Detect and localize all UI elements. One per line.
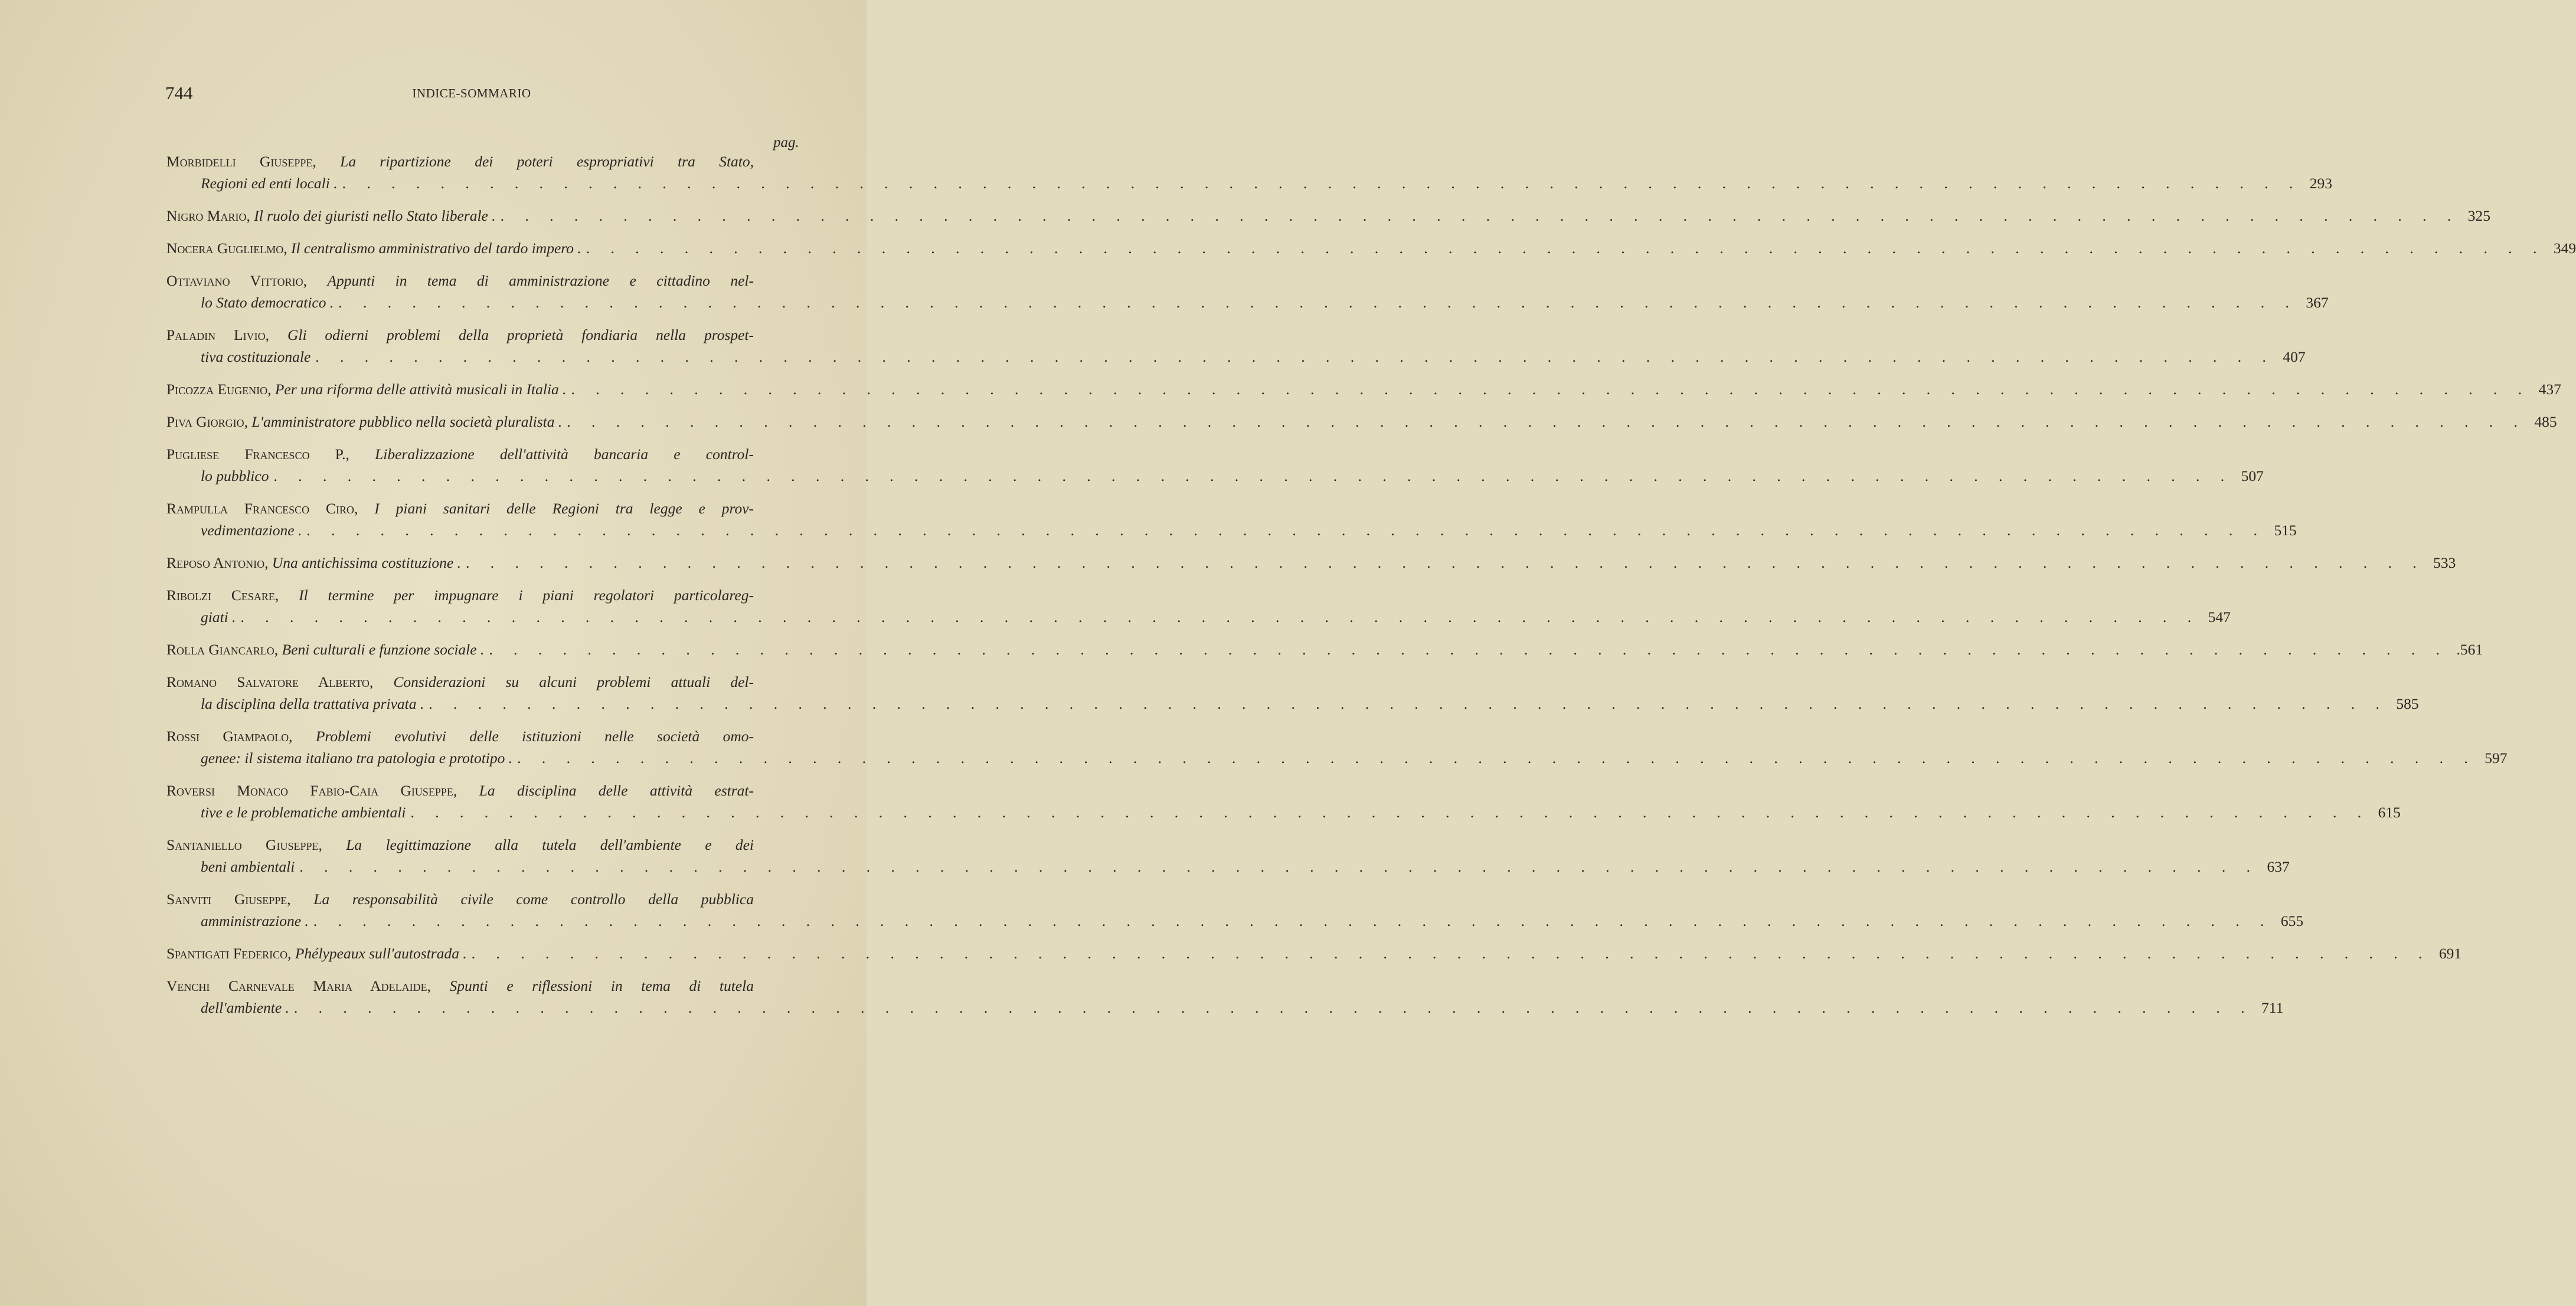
dot-leader: . . . . . . . . . . . . . . . . . . . . . . . . . . . . . . . . . . . . . . . . . . . . . . . . . . . . . . . . . . . . . . . . . . . . . . . . . . . . . . . . — [338, 294, 2298, 311]
dot-leader: . . . . . . . . . . . . . . . . . . . . . . . . . . . . . . . . . . . . . . . . . . . . . . . . . . . . . . . . . . . . . . . . . . . . . . . . . . . . . . . . — [517, 749, 2477, 767]
author-name: Rampulla Francesco Ciro, — [166, 500, 358, 517]
entry-text — [201, 346, 310, 368]
toc-entry — [166, 584, 2231, 628]
author-name: Romano Salvatore Alberto, — [166, 673, 374, 690]
author-name: Pugliese Francesco P., — [166, 446, 349, 463]
entry-line — [166, 465, 2264, 487]
entry-title: Il centralismo amministrativo del tardo impero . — [290, 240, 581, 257]
entry-title: dell'ambiente . — [201, 999, 289, 1016]
page-ref: 485 — [2534, 413, 2557, 430]
entry-text — [201, 465, 269, 487]
toc-entry — [166, 443, 2264, 487]
page-ref: 507 — [2241, 467, 2264, 485]
author-name: Ottaviano Vittorio, — [166, 272, 308, 289]
page-ref: 547 — [2208, 608, 2231, 626]
entry-line — [166, 910, 2304, 932]
entry-text — [201, 693, 424, 715]
entry-line — [166, 747, 2508, 769]
entry-line — [166, 942, 2462, 964]
entry-title: Per una riforma delle attività musicali in Italia . — [274, 381, 567, 398]
entry-text — [201, 519, 302, 541]
dot-leader: . . . . . . . . . . . . . . . . . . . . . . . . . . . . . . . . . . . . . . . . . . . . . . . . . . . . . . . . . . . . . . . . . . . . . . . . . . . . . . . . — [299, 858, 2259, 875]
entry-text — [166, 834, 754, 856]
page-number: 744 — [165, 83, 193, 103]
author-name: Ribolzi Cesare, — [166, 587, 279, 604]
entry-title: La disciplina delle attività estrat- — [479, 782, 754, 799]
page-ref: 437 — [2538, 381, 2561, 398]
toc-entry — [166, 270, 2329, 313]
entry-text — [201, 856, 295, 878]
entry-title: tiva costituzionale — [201, 348, 311, 365]
author-name: Roversi Monaco Fabio-Caia Giuseppe, — [166, 782, 457, 799]
page-ref: 711 — [2261, 999, 2284, 1016]
entry-text — [166, 150, 754, 172]
author-name: Nocera Guglielmo, — [166, 240, 287, 257]
entry-line — [166, 693, 2419, 715]
entry-title: I piani sanitari delle Regioni tra legge e prov- — [374, 500, 754, 517]
author-name: Reposo Antonio, — [166, 554, 269, 571]
dot-leader: . . . . . . . . . . . . . . . . . . . . . . . . . . . . . . . . . . . . . . . . . . . . . . . . . . . . . . . . . . . . . . . . . . . . . . . . . . . . . . . . — [429, 695, 2388, 712]
entry-line — [166, 324, 754, 346]
entry-line — [166, 411, 2557, 433]
entry-text — [201, 747, 512, 769]
toc-entry — [166, 237, 2576, 259]
entry-text — [166, 497, 754, 519]
author-name: Picozza Eugenio, — [166, 381, 272, 398]
toc-entry — [166, 975, 2284, 1019]
page-ref: 407 — [2283, 348, 2306, 365]
entry-title: Il ruolo dei giuristi nello Stato liberale . — [254, 207, 496, 224]
entry-line — [166, 270, 754, 292]
entry-text — [166, 378, 567, 400]
entry-title: La legittimazione alla tutela dell'ambiente e dei — [346, 836, 754, 853]
entry-title: amministrazione . — [201, 912, 309, 929]
entry-text — [166, 205, 496, 227]
author-name: Paladin Livio, — [166, 326, 270, 343]
entry-title: la disciplina della trattativa privata . — [201, 695, 424, 712]
entry-line — [166, 378, 2561, 400]
toc-entry — [166, 205, 2490, 227]
page-ref: 349 — [2553, 240, 2576, 257]
author-name: Sanviti Giuseppe, — [166, 891, 291, 908]
toc-entry — [166, 324, 2306, 368]
entry-text — [166, 584, 754, 606]
running-title: INDICE-SOMMARIO — [412, 86, 531, 100]
entry-title: tive e le problematiche ambientali — [201, 804, 406, 821]
dot-leader: . . . . . . . . . . . . . . . . . . . . . . . . . . . . . . . . . . . . . . . . . . . . . . . . . . . . . . . . . . . . . . . . . . . . . . . . . . . . . . . . — [306, 522, 2266, 539]
entry-line — [166, 552, 2456, 574]
author-name: Venchi Carnevale Maria Adelaide, — [166, 977, 431, 994]
entry-title: lo Stato democratico . — [201, 294, 334, 311]
entry-text — [201, 801, 406, 823]
entry-title: Liberalizzazione dell'attività bancaria e control- — [375, 446, 754, 463]
entry-text — [166, 552, 461, 574]
entry-title: Una antichissima costituzione . — [272, 554, 461, 571]
page-ref: 655 — [2280, 912, 2304, 929]
toc-entry — [166, 411, 2557, 433]
entry-line — [166, 671, 754, 693]
entry-title: Beni culturali e funzione sociale . — [282, 641, 485, 658]
entry-line — [166, 150, 754, 172]
toc-entry — [166, 552, 2456, 574]
entry-text — [201, 292, 334, 313]
dot-leader: . . . . . . . . . . . . . . . . . . . . . . . . . . . . . . . . . . . . . . . . . . . . . . . . . . . . . . . . . . . . . . . . . . . . . . . . . . . . . . . . — [342, 175, 2302, 192]
entry-text — [166, 443, 754, 465]
page-ref: 585 — [2396, 695, 2419, 712]
toc-entry — [166, 150, 2332, 194]
entry-text — [166, 780, 754, 801]
author-name: Rossi Giampaolo, — [166, 728, 293, 745]
page-ref: 615 — [2378, 804, 2401, 821]
entry-line — [166, 888, 754, 910]
entry-line — [166, 443, 754, 465]
entry-line — [166, 606, 2231, 628]
page-ref: 691 — [2438, 945, 2462, 962]
entry-line — [166, 292, 2329, 313]
dot-leader: . . . . . . . . . . . . . . . . . . . . . . . . . . . . . . . . . . . . . . . . . . . . . . . . . . . . . . . . . . . . . . . . . . . . . . . . . . . . . . . . — [586, 240, 2545, 257]
entry-text — [166, 975, 754, 997]
author-name: Morbidelli Giuseppe, — [166, 153, 316, 170]
dot-leader: . . . . . . . . . . . . . . . . . . . . . . . . . . . . . . . . . . . . . . . . . . . . . . . . . . . . . . . . . . . . . . . . . . . . . . . . . . . . . . . . — [466, 554, 2425, 571]
entry-text — [166, 639, 484, 660]
entry-title: genee: il sistema italiano tra patologia e prototipo . — [201, 749, 513, 767]
entry-title: Regioni ed enti locali . — [201, 175, 338, 192]
dot-leader: . . . . . . . . . . . . . . . . . . . . . . . . . . . . . . . . . . . . . . . . . . . . . . . . . . . . . . . . . . . . . . . . . . . . . . . . . . . . . . . . — [240, 608, 2200, 626]
entry-text — [201, 910, 309, 932]
author-name: Piva Giorgio, — [166, 413, 249, 430]
toc-entry — [166, 671, 2419, 715]
dot-leader: . . . . . . . . . . . . . . . . . . . . . . . . . . . . . . . . . . . . . . . . . . . . . . . . . . . . . . . . . . . . . . . . . . . . . . . . . . . . . . . . — [471, 945, 2431, 962]
entry-title: Gli odierni problemi della proprietà fondiaria nella prospet- — [287, 326, 754, 343]
entry-text — [166, 411, 562, 433]
author-name: Spantigati Federico, — [166, 945, 292, 962]
entry-text — [166, 324, 754, 346]
entry-line — [166, 205, 2490, 227]
entry-text — [166, 671, 754, 693]
entry-title: Considerazioni su alcuni problemi attuali del- — [393, 673, 754, 690]
page-ref: 325 — [2467, 207, 2490, 224]
pag-label: pag. — [773, 135, 799, 150]
entry-title: La responsabilità civile come controllo della pubblica — [313, 891, 754, 908]
toc-entry — [166, 497, 2297, 541]
entry-text — [201, 606, 236, 628]
page-ref: 367 — [2306, 294, 2329, 311]
entry-line — [166, 780, 754, 801]
entry-line — [166, 834, 754, 856]
entry-title: Spunti e riflessioni in tema di tutela — [449, 977, 754, 994]
dot-leader: . . . . . . . . . . . . . . . . . . . . . . . . . . . . . . . . . . . . . . . . . . . . . . . . . . . . . . . . . . . . . . . . . . . . . . . . . . . . . . . . — [567, 413, 2526, 430]
entry-text — [201, 172, 338, 194]
author-name: Santaniello Giuseppe, — [166, 836, 322, 853]
dot-leader: . . . . . . . . . . . . . . . . . . . . . . . . . . . . . . . . . . . . . . . . . . . . . . . . . . . . . . . . . . . . . . . . . . . . . . . . . . . . . . . . — [313, 912, 2273, 929]
entry-title: vedimentazione . — [201, 522, 302, 539]
dot-leader: . . . . . . . . . . . . . . . . . . . . . . . . . . . . . . . . . . . . . . . . . . . . . . . . . . . . . . . . . . . . . . . . . . . . . . . . . . . . . . . . — [293, 999, 2254, 1016]
entry-line — [166, 975, 754, 997]
page-ref: .561 — [2456, 641, 2483, 658]
toc-entry — [166, 942, 2462, 964]
entry-line — [166, 519, 2297, 541]
entry-text — [166, 725, 754, 747]
page-ref: 597 — [2485, 749, 2508, 767]
entry-line — [166, 725, 754, 747]
toc-entry — [166, 378, 2561, 400]
entry-text — [201, 997, 289, 1019]
dot-leader: . . . . . . . . . . . . . . . . . . . . . . . . . . . . . . . . . . . . . . . . . . . . . . . . . . . . . . . . . . . . . . . . . . . . . . . . . . . . . . . . — [315, 348, 2275, 365]
toc-entry — [166, 780, 2401, 823]
dot-leader: . . . . . . . . . . . . . . . . . . . . . . . . . . . . . . . . . . . . . . . . . . . . . . . . . . . . . . . . . . . . . . . . . . . . . . . . . . . . . . . . — [500, 207, 2460, 224]
page-ref: 515 — [2274, 522, 2297, 539]
entry-line — [166, 997, 2284, 1019]
entry-title: Il termine per impugnare i piani regolatori particolareg- — [299, 587, 754, 604]
entry-line — [166, 346, 2306, 368]
entry-title: beni ambientali — [201, 858, 295, 875]
entry-text — [166, 942, 467, 964]
entry-text — [166, 237, 581, 259]
entry-line — [166, 237, 2576, 259]
page-ref: 637 — [2267, 858, 2290, 875]
entry-text — [166, 270, 754, 292]
dot-leader: . . . . . . . . . . . . . . . . . . . . . . . . . . . . . . . . . . . . . . . . . . . . . . . . . . . . . . . . . . . . . . . . . . . . . . . . . . . . . . . . — [489, 641, 2448, 658]
entry-title: Appunti in tema di amministrazione e cittadino nel- — [327, 272, 754, 289]
entry-title: Problemi evolutivi delle istituzioni nelle società omo- — [315, 728, 754, 745]
entry-line — [166, 639, 2483, 660]
toc-entry — [166, 834, 2290, 878]
page-ref: 293 — [2309, 175, 2332, 192]
entry-title: La ripartizione dei poteri espropriativi tra Stato, — [340, 153, 754, 170]
entry-title: Phélypeaux sull'autostrada . — [295, 945, 467, 962]
toc-entry — [166, 888, 2304, 932]
entry-line — [166, 856, 2290, 878]
author-name: Nigro Mario, — [166, 207, 250, 224]
author-name: Rolla Giancarlo, — [166, 641, 279, 658]
entry-title: L'amministratore pubblico nella società pluralista . — [251, 413, 563, 430]
page-ref: 533 — [2433, 554, 2456, 571]
entry-line — [166, 801, 2401, 823]
entry-text — [166, 888, 754, 910]
entry-line — [166, 584, 754, 606]
toc-entry — [166, 639, 2483, 660]
entry-line — [166, 172, 2332, 194]
table-of-contents — [166, 150, 2576, 1029]
toc-entry — [166, 725, 2508, 769]
dot-leader: . . . . . . . . . . . . . . . . . . . . . . . . . . . . . . . . . . . . . . . . . . . . . . . . . . . . . . . . . . . . . . . . . . . . . . . . . . . . . . . . — [410, 804, 2370, 821]
entry-title: lo pubblico — [201, 467, 269, 485]
entry-title: giati . — [201, 608, 236, 626]
dot-leader: . . . . . . . . . . . . . . . . . . . . . . . . . . . . . . . . . . . . . . . . . . . . . . . . . . . . . . . . . . . . . . . . . . . . . . . . . . . . . . . . — [571, 381, 2531, 398]
entry-line — [166, 497, 754, 519]
dot-leader: . . . . . . . . . . . . . . . . . . . . . . . . . . . . . . . . . . . . . . . . . . . . . . . . . . . . . . . . . . . . . . . . . . . . . . . . . . . . . . . . — [273, 467, 2233, 485]
